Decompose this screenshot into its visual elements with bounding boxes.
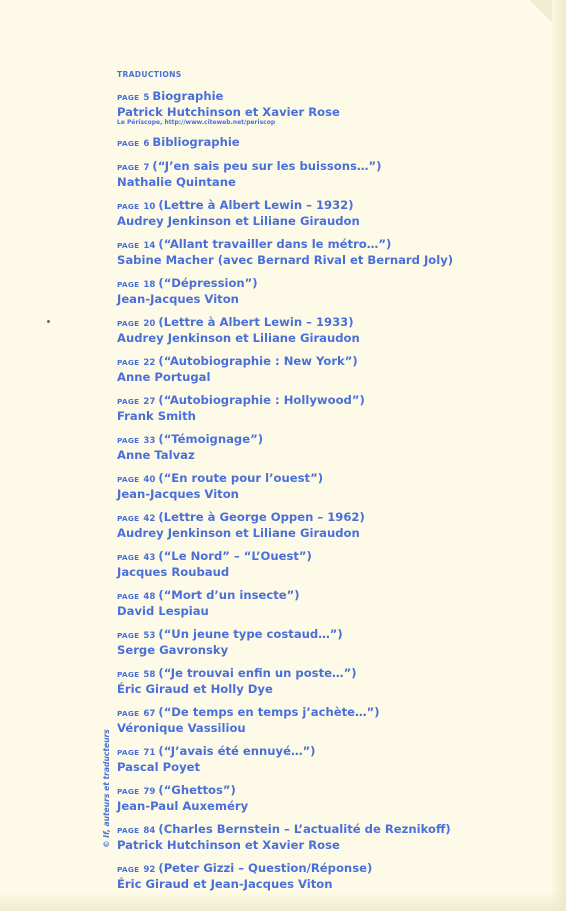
translator-name: Anne Portugal (117, 370, 211, 384)
page-number: 40 (143, 475, 156, 485)
page-number: 18 (143, 280, 156, 290)
toc-entry (117, 135, 537, 151)
toc-entry-heading (117, 588, 537, 604)
toc-entry (117, 549, 537, 580)
entry-title: (“J’avais été ennuyé…”) (158, 744, 316, 758)
toc-entry-heading (117, 861, 537, 877)
entry-title: (“De temps en temps j’achète…”) (158, 705, 380, 719)
page-label: PAGE (117, 475, 140, 484)
entries-container (117, 89, 537, 892)
page-number: 67 (143, 709, 156, 719)
toc-entry-heading (117, 666, 537, 682)
page-label: PAGE (117, 514, 140, 523)
page-number: 92 (143, 865, 156, 875)
page-number: 79 (143, 787, 156, 797)
page-label: PAGE (117, 631, 140, 640)
page-label: PAGE (117, 163, 140, 172)
page-label: PAGE (117, 241, 140, 250)
page-number: 53 (143, 631, 156, 641)
toc-entry (117, 89, 537, 127)
page-label: PAGE (117, 553, 140, 562)
toc-entry-heading (117, 237, 537, 253)
entry-title: (“Témoignage”) (158, 432, 264, 446)
toc-entry-heading (117, 744, 537, 760)
translator-name: Jacques Roubaud (117, 565, 230, 579)
entry-title: (“Dépression”) (158, 276, 258, 290)
entry-title: (“J’en sais peu sur les buissons…”) (152, 159, 382, 173)
page-label: PAGE (117, 709, 140, 718)
page-label: PAGE (117, 139, 140, 148)
translator-name: Pascal Poyet (117, 760, 201, 774)
entry-title: (“En route pour l’ouest”) (158, 471, 323, 485)
toc-entry (117, 861, 537, 892)
page-label: PAGE (117, 748, 140, 757)
page-number: 33 (143, 436, 156, 446)
toc-entry (117, 471, 537, 502)
page-number: 43 (143, 553, 156, 563)
toc-entry (117, 432, 537, 463)
entry-title: (Lettre à Albert Lewin – 1933) (158, 315, 354, 329)
entry-title: (“Allant travailler dans le métro…”) (158, 237, 392, 251)
page-label: PAGE (117, 865, 140, 874)
translator-name: Jean-Jacques Viton (117, 292, 239, 306)
page-number: 27 (143, 397, 156, 407)
page-number: 84 (143, 826, 156, 836)
toc-entry (117, 666, 537, 697)
page-label: PAGE (117, 397, 140, 406)
entry-title: (“Ghettos”) (158, 783, 236, 797)
page-label: PAGE (117, 202, 140, 211)
translator-name: Anne Talvaz (117, 448, 195, 462)
toc-entry-heading (117, 783, 537, 799)
entry-title: (Lettre à George Oppen – 1962) (158, 510, 365, 524)
translator-name: Véronique Vassiliou (117, 721, 246, 735)
page-label: PAGE (117, 319, 140, 328)
page-label: PAGE (117, 93, 140, 102)
toc-entry-heading (117, 135, 537, 151)
entry-title: (“Autobiographie : New York”) (158, 354, 358, 368)
entry-title: (“Autobiographie : Hollywood”) (158, 393, 365, 407)
translator-name: Jean-Paul Auxeméry (117, 799, 249, 813)
entry-title: Biographie (152, 89, 224, 103)
toc-entry-heading (117, 354, 537, 370)
toc-entry-heading (117, 159, 537, 175)
copyright-notice: © If, auteurs et traducteurs (102, 729, 111, 848)
translator-name: Audrey Jenkinson et Liliane Giraudon (117, 214, 360, 228)
page-number: 5 (143, 93, 150, 103)
toc-entry (117, 744, 537, 775)
page-number: 7 (143, 163, 150, 173)
toc-entry (117, 354, 537, 385)
translator-name: Jean-Jacques Viton (117, 487, 239, 501)
toc-entry (117, 822, 537, 853)
toc-entry (117, 315, 537, 346)
toc-entry (117, 393, 537, 424)
entry-title: (“Je trouvai enfin un poste…”) (158, 666, 357, 680)
translations-list (117, 70, 537, 900)
page-label: PAGE (117, 280, 140, 289)
entry-title: (Charles Bernstein – L’actualité de Reznikoff) (158, 822, 451, 836)
translator-name: Audrey Jenkinson et Liliane Giraudon (117, 331, 360, 345)
translator-name: Sabine Macher (avec Bernard Rival et Bernard Joly) (117, 253, 454, 267)
toc-entry-heading (117, 822, 537, 838)
toc-entry (117, 627, 537, 658)
translator-name: David Lespiau (117, 604, 209, 618)
translator-name: Serge Gavronsky (117, 643, 229, 657)
translator-name: Nathalie Quintane (117, 175, 236, 189)
page-number: 14 (143, 241, 156, 251)
margin-speck (47, 320, 50, 323)
translator-name: Frank Smith (117, 409, 196, 423)
toc-entry-heading (117, 705, 537, 721)
page-number: 42 (143, 514, 156, 524)
toc-entry (117, 198, 537, 229)
entry-title: (Peter Gizzi – Question/Réponse) (158, 861, 373, 875)
entry-title: (Lettre à Albert Lewin – 1932) (158, 198, 354, 212)
page-number: 20 (143, 319, 156, 329)
page-number: 6 (143, 139, 150, 149)
page-label: PAGE (117, 592, 140, 601)
page-label: PAGE (117, 787, 140, 796)
source-note: Le Périscope, http://www.citeweb.net/periscop (117, 119, 276, 126)
toc-entry (117, 783, 537, 814)
toc-entry-heading (117, 89, 537, 105)
toc-entry (117, 588, 537, 619)
toc-entry-heading (117, 510, 537, 526)
page-label: PAGE (117, 436, 140, 445)
toc-entry-heading (117, 315, 537, 331)
translator-name: Éric Giraud et Jean-Jacques Viton (117, 877, 333, 891)
translator-name: Éric Giraud et Holly Dye (117, 682, 273, 696)
page-number: 22 (143, 358, 156, 368)
toc-entry-heading (117, 393, 537, 409)
page-number: 10 (143, 202, 156, 212)
toc-entry-heading (117, 549, 537, 565)
page-label: PAGE (117, 670, 140, 679)
toc-entry (117, 276, 537, 307)
page-edge (552, 0, 566, 911)
toc-entry-heading (117, 276, 537, 292)
page-number: 71 (143, 748, 156, 758)
translator-name: Patrick Hutchinson et Xavier Rose (117, 105, 340, 119)
entry-title: (“Mort d’un insecte”) (158, 588, 300, 602)
toc-entry-heading (117, 432, 537, 448)
toc-entry (117, 159, 537, 190)
entry-title: (“Le Nord” – “L’Ouest”) (158, 549, 312, 563)
section-heading: TRADUCTIONS (117, 70, 182, 79)
entry-title: Bibliographie (152, 135, 240, 149)
toc-entry-heading (117, 471, 537, 487)
translator-name: Patrick Hutchinson et Xavier Rose (117, 838, 340, 852)
page-number: 48 (143, 592, 156, 602)
entry-title: (“Un jeune type costaud…”) (158, 627, 343, 641)
toc-entry-heading (117, 627, 537, 643)
page-label: PAGE (117, 826, 140, 835)
page-label: PAGE (117, 358, 140, 367)
toc-entry-heading (117, 198, 537, 214)
toc-entry (117, 705, 537, 736)
translator-name: Audrey Jenkinson et Liliane Giraudon (117, 526, 360, 540)
page-number: 58 (143, 670, 156, 680)
toc-entry (117, 237, 537, 268)
toc-entry (117, 510, 537, 541)
